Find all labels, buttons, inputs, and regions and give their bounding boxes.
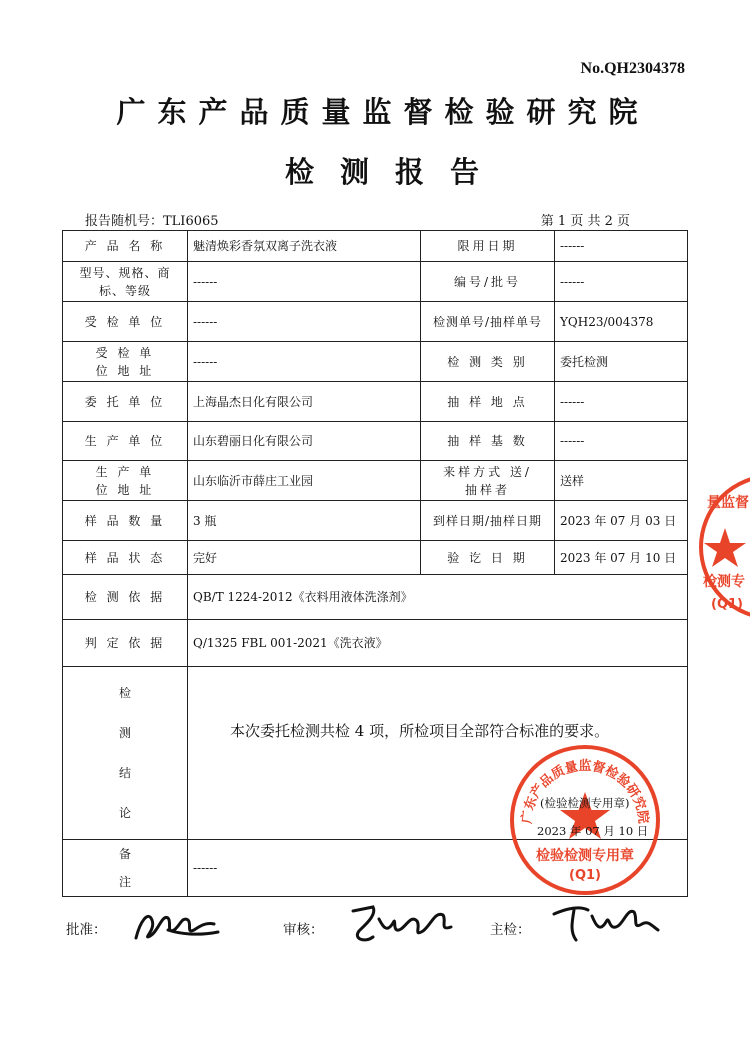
field-value: 完好 <box>188 541 421 575</box>
seal-label: (检验检测专用章) <box>540 796 630 810</box>
field-label: 产 品 名 称 <box>63 231 188 262</box>
field-value: 山东临沂市薛庄工业园 <box>188 461 421 501</box>
field-label: 受 检 单 位 <box>63 302 188 342</box>
remarks-label: 备 注 <box>63 840 188 897</box>
field-label: 检测单号/抽样单号 <box>421 302 555 342</box>
page-info: 第 1 页 共 2 页 <box>540 214 630 229</box>
table-row <box>63 342 688 382</box>
field-label: 抽 样 地 点 <box>421 382 555 422</box>
field-label: 受 检 单 位 地 址 <box>63 342 188 382</box>
field-value: ------ <box>555 382 688 422</box>
table-row <box>63 501 688 541</box>
field-value: 山东碧丽日化有限公司 <box>188 422 421 461</box>
field-label: 到样日期/抽样日期 <box>421 501 555 541</box>
field-label: 生 产 单 位 地 址 <box>63 461 188 501</box>
field-value: ------ <box>555 422 688 461</box>
report-title: 检测报告 <box>284 155 505 189</box>
seal-bottom-text: 检验检测专用章 <box>536 848 634 864</box>
page-edge-seal <box>697 472 750 622</box>
field-value: 2023 年 07 月 03 日 <box>555 501 688 541</box>
field-label: 样 品 数 量 <box>63 501 188 541</box>
field-value: 魅清焕彩香氛双离子洗衣液 <box>188 231 421 262</box>
field-label: 委 托 单 位 <box>63 382 188 422</box>
field-value: 3 瓶 <box>188 501 421 541</box>
conclusion-text: 本次委托检测共检 4 项，所检项目全部符合标准的要求。 <box>230 722 610 740</box>
conclusion-label: 检 测 结 论 <box>63 667 188 840</box>
institute-name: 广东产品质量监督检验研究院 <box>116 95 650 129</box>
table-row <box>63 575 688 620</box>
edge-seal-code: (Q1) <box>711 597 743 612</box>
field-label: 来样方式 送/抽样者 <box>421 461 555 501</box>
field-value: 上海晶杰日化有限公司 <box>188 382 421 422</box>
field-value: ------ <box>188 342 421 382</box>
field-value: YQH23/004378 <box>555 302 688 342</box>
field-value: 2023 年 07 月 10 日 <box>555 541 688 575</box>
inspection-seal <box>505 740 665 900</box>
review-label: 审核： <box>283 922 324 938</box>
field-value: QB/T 1224-2012《衣料用液体洗涤剂》 <box>188 575 688 620</box>
report-number: No.QH2304378 <box>580 60 685 77</box>
seal-code: (Q1) <box>569 868 601 883</box>
approve-label: 批准： <box>66 922 107 938</box>
field-value: ------ <box>188 262 421 302</box>
table-row <box>63 262 688 302</box>
field-label: 验 讫 日 期 <box>421 541 555 575</box>
table-row <box>63 382 688 422</box>
field-label: 编号/批号 <box>421 262 555 302</box>
field-value: ------ <box>188 302 421 342</box>
field-value: 送样 <box>555 461 688 501</box>
seal-arc-text: 广东产品质量监督检验研究院 <box>519 759 651 825</box>
field-label: 限用日期 <box>421 231 555 262</box>
inspector-signature <box>548 896 663 948</box>
field-label: 检 测 类 别 <box>421 342 555 382</box>
remarks-value: ------ <box>188 840 688 897</box>
field-label: 样 品 状 态 <box>63 541 188 575</box>
field-label: 型号、规格、商标、等级 <box>63 262 188 302</box>
field-label: 判 定 依 据 <box>63 620 188 667</box>
field-label: 抽 样 基 数 <box>421 422 555 461</box>
inspect-label: 主检： <box>490 922 531 938</box>
table-row <box>63 620 688 667</box>
table-row <box>63 541 688 575</box>
table-row <box>63 461 688 501</box>
approver-signature <box>128 900 223 950</box>
field-value: 委托检测 <box>555 342 688 382</box>
table-row <box>63 231 688 262</box>
field-label: 生 产 单 位 <box>63 422 188 461</box>
reviewer-signature <box>343 897 463 952</box>
edge-seal-bottom-text: 检测专 <box>703 574 745 590</box>
field-value: ------ <box>555 231 688 262</box>
table-row <box>63 422 688 461</box>
field-value: ------ <box>555 262 688 302</box>
conclusion-date: 2023 年 07 月 10 日 <box>537 824 649 838</box>
edge-seal-top-text: 量监督 <box>707 495 749 511</box>
table-row <box>63 302 688 342</box>
field-label: 检 测 依 据 <box>63 575 188 620</box>
random-number: 报告随机号：TLI6065 <box>85 214 219 229</box>
field-value: Q/1325 FBL 001-2021《洗衣液》 <box>188 620 688 667</box>
edge-seal-star-icon <box>704 528 746 567</box>
